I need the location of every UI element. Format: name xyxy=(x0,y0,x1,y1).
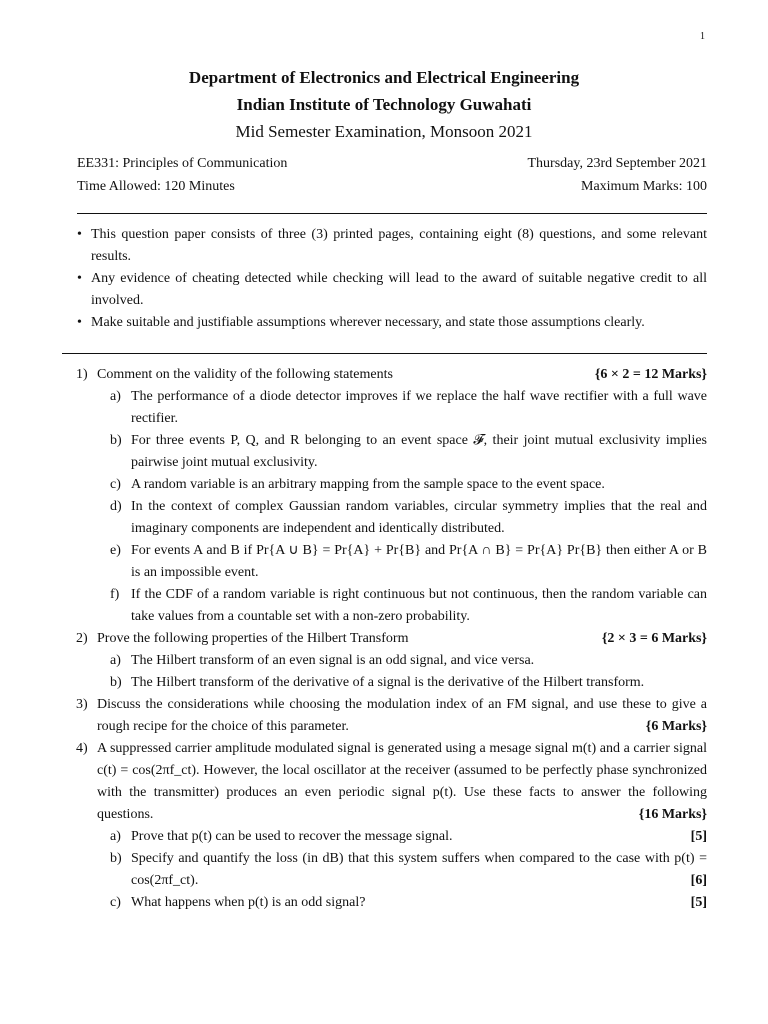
part-text: The Hilbert transform of an even signal is an odd signal, and vice versa. xyxy=(131,653,535,668)
question xyxy=(70,364,707,386)
part-label: a) xyxy=(110,389,121,404)
question-part xyxy=(70,848,707,892)
question-part xyxy=(70,540,707,584)
question-part xyxy=(70,496,707,540)
part-text: For events A and B if Pr{A ∪ B} = Pr{A} + Pr{B} and Pr{A ∩ B} = Pr{A} Pr{B} then either A or B is an impossible event. xyxy=(131,543,707,580)
part-label: a) xyxy=(110,653,121,668)
instructions-list xyxy=(77,224,707,334)
question-number: 2) xyxy=(76,631,88,646)
divider xyxy=(77,213,707,214)
question-part xyxy=(70,430,707,474)
part-marks: [5] xyxy=(690,829,707,844)
part-text: In the context of complex Gaussian random variables, circular symmetry implies that the real and imaginary components are independent and identically distributed. xyxy=(131,499,707,536)
question-part xyxy=(70,650,707,672)
part-text: What happens when p(t) is an odd signal? xyxy=(131,895,366,910)
divider xyxy=(62,353,707,354)
instruction-item: • Make suitable and justifiable assumptions wherever necessary, and state those assumptions clearly. xyxy=(77,312,707,334)
part-marks: [5] xyxy=(690,895,707,910)
part-text: The performance of a diode detector improves if we replace the half wave rectifier with a full wave rectifier. xyxy=(131,389,707,426)
department-title: Department of Electronics and Electrical Engineering xyxy=(188,68,580,87)
part-text: Prove that p(t) can be used to recover the message signal. xyxy=(131,829,453,844)
part-label: e) xyxy=(110,543,121,558)
question-marks: {6 × 2 = 12 Marks} xyxy=(594,367,707,382)
question xyxy=(70,694,707,738)
question-part xyxy=(70,474,707,496)
question-part xyxy=(70,584,707,628)
exam-date: Thursday, 23rd September 2021 xyxy=(527,156,707,171)
question-part xyxy=(70,826,707,848)
question xyxy=(70,628,707,650)
part-text: A random variable is an arbitrary mapping from the sample space to the event space. xyxy=(131,477,605,492)
question-text: Discuss the considerations while choosing the modulation index of an FM signal, and use these to give a rough recipe for the choice of this parameter. xyxy=(97,697,707,734)
question-part xyxy=(70,386,707,430)
question-marks: {16 Marks} xyxy=(638,807,707,822)
instruction-item: • Any evidence of cheating detected while checking will lead to the award of suitable negative credit to all involved. xyxy=(77,268,707,312)
question-text: Comment on the validity of the following statements xyxy=(97,367,393,382)
question-number: 1) xyxy=(76,367,88,382)
course-name: EE331: Principles of Communication xyxy=(77,156,288,171)
question-number: 3) xyxy=(76,697,88,712)
part-text: The Hilbert transform of the derivative of a signal is the derivative of the Hilbert transform. xyxy=(131,675,645,690)
part-label: d) xyxy=(110,499,122,514)
time-allowed: Time Allowed: 120 Minutes xyxy=(77,179,235,194)
questions-list xyxy=(70,364,707,914)
part-marks: [6] xyxy=(690,873,707,888)
part-text: For three events P, Q, and R belonging to an event space 𝓕, their joint mutual exclusivity implies pairwise joint mutual exclusivity. xyxy=(131,433,707,470)
question-marks: {6 Marks} xyxy=(645,719,707,734)
page-number: 1 xyxy=(700,31,705,42)
question-text: Prove the following properties of the Hilbert Transform xyxy=(97,631,409,646)
question xyxy=(70,738,707,826)
institute-title: Indian Institute of Technology Guwahati xyxy=(236,95,532,114)
part-label: c) xyxy=(110,895,121,910)
exam-title: Mid Semester Examination, Monsoon 2021 xyxy=(235,122,533,141)
part-label: b) xyxy=(110,675,122,690)
question-number: 4) xyxy=(76,741,88,756)
part-text: If the CDF of a random variable is right continuous but not continuous, then the random variable can take values from a countable set with a non-zero probability. xyxy=(131,587,707,624)
part-text: Specify and quantify the loss (in dB) that this system suffers when compared to the case with p(t) = cos(2πf_ct). xyxy=(131,851,707,888)
question-part xyxy=(70,672,707,694)
part-label: c) xyxy=(110,477,121,492)
question-part xyxy=(70,892,707,914)
part-label: b) xyxy=(110,851,122,866)
maximum-marks: Maximum Marks: 100 xyxy=(581,179,707,194)
question-marks: {2 × 3 = 6 Marks} xyxy=(601,631,707,646)
part-label: b) xyxy=(110,433,122,448)
instruction-item: • This question paper consists of three (3) printed pages, containing eight (8) questions, and some relevant results. xyxy=(77,224,707,268)
part-label: a) xyxy=(110,829,121,844)
part-label: f) xyxy=(110,587,120,602)
question-text: A suppressed carrier amplitude modulated signal is generated using a mesage signal m(t) and a carrier signal c(t) = cos(2πf_ct). However, the local oscillator at the receiver (assumed to be perfectly phase synchronized with the transmitter) produces an even periodic signal p(t). Use these facts to answer the following questions. xyxy=(97,741,707,822)
